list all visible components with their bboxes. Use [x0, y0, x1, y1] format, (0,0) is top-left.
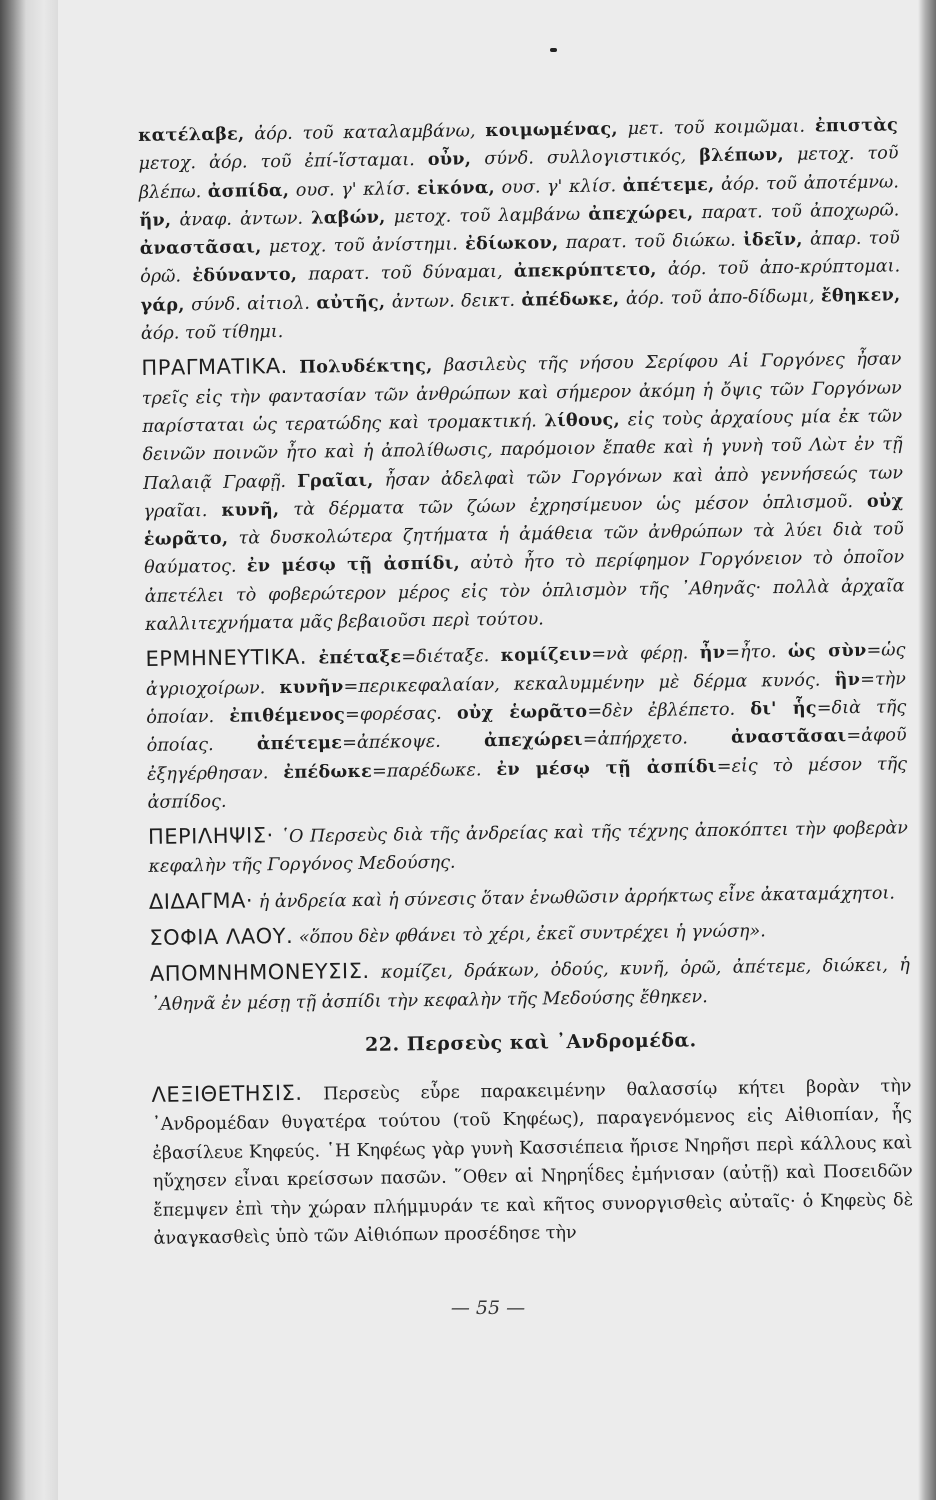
- glossary-term: οὖν,: [427, 148, 472, 171]
- glossary-definition: παρατ. τοῦ διώκω.: [558, 230, 744, 254]
- ermineftika-meaning: =ἀπήρχετο.: [582, 728, 732, 751]
- glossary-definition: παρατ. τοῦ ἀποχωρῶ.: [693, 200, 900, 224]
- glossary-definition: σύνδ. αἰτιολ.: [184, 293, 317, 316]
- glossary-term: εἰκόνα,: [416, 176, 496, 199]
- lexithetisis-text: Περσεὺς εὗρε παρακειμένην θαλασσίῳ κήτει βορὰν τὴν ᾿Ανδρομέδαν θυγατέρα τούτου (τοῦ Κηφέως), παραγενόμενος εἰς Αἰθιοπίαν, ἧς ἐβασίλευε Κηφεύς. ῾Η Κηφέως γὰρ γυνὴ Κασσιέπεια ἤρισε Νηρῆσι περὶ κάλλους καὶ ηὔχησεν εἶναι κρείσσων πασῶν. ῞Οθεν αἱ Νηρηΐδες ἐμήνισαν (αὐτῇ) καὶ Ποσειδῶν ἔπεμψεν ἐπὶ τὴν χώραν πλήμμυράν τε καὶ κῆτος συνοργισθεὶς αὐταῖς· ὁ Κηφεὺς δὲ ἀναγκασθεὶς ὑπὸ τῶν Αἰθιόπων προσέδησε τὴν: [151, 1076, 914, 1250]
- glossary-term: βλέπων,: [699, 144, 785, 167]
- glossary-definition: ἀντων. δεικτ.: [385, 290, 522, 313]
- sofia-text: «ὅπου δὲν φθάνει τὸ χέρι, ἐκεῖ συντρέχει ἡ γνώση».: [298, 921, 766, 948]
- perilipsis-text: ῾Ο Περσεὺς διὰ τῆς ἀνδρείας καὶ τῆς τέχνης ἀποκόπτει τὴν φοβερὰν κεφαλὴν τῆς Γοργόνος Μεδούσης.: [148, 818, 909, 878]
- pragmatika-note: τὰ δυσκολώτερα ζητήματα ἡ ἀμάθεια τῶν ἀνθρώπων τὰ λύει διὰ τοῦ θαύματος.: [144, 519, 904, 579]
- glossary-term: ἀσπίδα,: [207, 179, 290, 202]
- glossary-term: ἀπέδωκε,: [521, 288, 620, 311]
- ermineftika-term: ἀπέτεμε: [256, 732, 343, 755]
- apomnimonefsis-text: κομίζει, δράκων, ὀδούς, κυνῆ, ὁρῶ, ἀπέτεμε, διώκει, ἡ ᾿Αθηνᾶ ἐν μέσῃ τῇ ἀσπίδι τὴν κεφαλὴν τῆς Μεδούσης ἔθηκεν.: [150, 955, 911, 1015]
- pragmatika-term: κυνῆ,: [221, 498, 280, 521]
- ermineftika-term: ἀπεχώρει: [483, 729, 583, 752]
- ermineftika-term: ἐν μέσῳ τῇ ἀσπίδι: [496, 755, 717, 780]
- ermineftika-meaning: =φορέσας.: [344, 703, 458, 726]
- glossary-definition: ουσ. γ' κλίσ.: [494, 175, 623, 198]
- glossary-term: λαβών,: [311, 206, 386, 229]
- glossary: [138, 111, 901, 348]
- glossary-definition: μετ. τοῦ κοιμῶμαι.: [617, 116, 816, 140]
- ermineftika-meaning: =παρέδωκε.: [371, 759, 497, 782]
- glossary-term: γάρ,: [140, 294, 185, 316]
- ermineftika-term: κυνῆν: [279, 675, 344, 698]
- pragmatika-term: Γραῖαι,: [296, 469, 374, 492]
- ermineftika-term: ἀναστᾶσαι: [730, 725, 847, 749]
- glossary-definition: μετοχ. τοῦ λαμβάνω: [385, 204, 589, 228]
- didagma-label: ΔΙΔΑΓΜΑ·: [148, 888, 254, 914]
- pragmatika-term: λίθους,: [544, 409, 621, 432]
- pragmatika-section: [141, 344, 905, 640]
- glossary-definition: ἀόρ. τοῦ ἀπο-δίδωμι,: [619, 286, 822, 310]
- glossary-definition: μετοχ. τοῦ ἀνίστημι.: [261, 234, 466, 258]
- pragmatika-term: ἐν μέσῳ τῇ ἀσπίδι,: [246, 553, 461, 577]
- lexithetisis-section: [151, 1070, 913, 1254]
- glossary-term: ἰδεῖν,: [743, 228, 803, 251]
- apomnimonefsis-section: [150, 950, 911, 1019]
- ermineftika-term: ἐπέδωκε: [283, 760, 373, 783]
- glossary-definition: ουσ. γ' κλίσ.: [289, 178, 418, 201]
- ermineftika-term: ὡς σὺν: [787, 640, 867, 663]
- glossary-term: αὐτῆς,: [316, 291, 386, 314]
- glossary-definition: ἀόρ. τοῦ ἀποτέμνω.: [714, 171, 900, 195]
- ermineftika-term: ἐπιθέμενος: [229, 704, 346, 727]
- page-number: — 55 —: [450, 1297, 526, 1319]
- glossary-definition: παρατ. τοῦ δύναμαι,: [297, 262, 514, 286]
- pragmatika-note: αὐτὸ ἦτο τὸ περίφημον Γοργόνειον τὸ ὁποῖον ἀπετέλει τὸ φοβερώτερον μέρος εἰς τὸν ὁπλισμὸν τῆς ᾿Αθηνᾶς· πολλὰ ἀρχαῖα καλλιτεχνήματα μᾶς βεβαιοῦσι περὶ τούτου.: [144, 547, 905, 635]
- sofia-section: [149, 913, 909, 954]
- ermineftika-term: ἦν: [699, 642, 726, 664]
- pragmatika-note: ἦσαν ἀδελφαὶ τῶν Γοργόνων καὶ ἀπὸ γεννήσεώς των γραῖαι.: [143, 462, 904, 522]
- glossary-term: ἀπέτεμε,: [622, 173, 715, 196]
- ermineftika-meaning: =ἀφοῦ ἐξηγέρθησαν.: [146, 725, 907, 785]
- didagma-text: ἡ ἀνδρεία καὶ ἡ σύνεσις ὅταν ἑνωθῶσιν ἀρρήκτως εἶνε ἀκαταμάχητοι.: [258, 883, 896, 913]
- sofia-label: ΣΟΦΙΑ ΛΑΟΥ.: [149, 923, 294, 950]
- glossary-definition: ἀόρ. τοῦ καταλαμβάνω,: [244, 121, 486, 145]
- glossary-definition: ἀόρ. τοῦ τίθημι.: [140, 322, 284, 345]
- pragmatika-note: βασιλεὺς τῆς νήσου Σερίφου Αἱ Γοργόνες ἦσαν τρεῖς εἰς τὴν φαντασίαν τῶν ἀνθρώπων καὶ σήμερον ἀκόμη ἡ ὄψις τῶν Γοργόνων παρίσταται ὡς τερατώδης καὶ τρομακτική.: [141, 349, 902, 437]
- glossary-definition: μετοχ. ἀόρ. τοῦ ἐπί-ἵσταμαι.: [138, 150, 428, 175]
- pragmatika-note: εἰς τοὺς ἀρχαίους μία ἐκ τῶν δεινῶν ποινῶν ἦτο καὶ ἡ ἀπολίθωσις, παρόμοιον ἔπαθε καὶ ἡ γυνὴ τοῦ Λὼτ ἐν τῇ Παλαιᾷ Γραφῇ.: [142, 406, 903, 494]
- ermineftika-meaning: =δὲν ἐβλέπετο.: [587, 699, 751, 722]
- book-binding: [0, 0, 58, 1500]
- perilipsis-label: ΠΕΡΙΛΗΨΙΣ·: [147, 823, 274, 850]
- didagma-section: [149, 877, 909, 918]
- glossary-term: κατέλαβε,: [138, 123, 245, 146]
- glossary-definition: ἀόρ. τοῦ ἀπο-κρύπτομαι.: [656, 256, 901, 281]
- ermineftika-term: κομίζειν: [500, 644, 592, 667]
- glossary-term: ἥν,: [139, 209, 172, 231]
- ermineftika-term: ἐπέταξε: [318, 646, 402, 669]
- glossary-term: ἀπεκρύπτετο,: [513, 259, 657, 283]
- apomnimonefsis-label: ΑΠΟΜΝΗΜΟΝΕΥΣΙΣ.: [149, 959, 370, 987]
- perilipsis-section: [148, 812, 909, 881]
- ermineftika-meaning: =εἰς τὸ μέσον τῆς ἀσπίδος.: [147, 753, 908, 813]
- glossary-definition: ἀπαρ. τοῦ ὁρῶ.: [140, 228, 900, 288]
- ermineftika-meaning: =τὴν ὁποίαν.: [146, 668, 906, 728]
- chapter-heading: 22. Περσεὺς καὶ ᾿Ανδρομέδα.: [364, 1029, 697, 1056]
- glossary-term: ἀπεχώρει,: [588, 202, 694, 225]
- book-page: [58, 0, 918, 1500]
- ermineftika-meaning: =ὡς ἀγριοχοίρων.: [145, 640, 906, 700]
- pragmatika-term: οὐχ ἑωρᾶτο,: [143, 490, 904, 551]
- glossary-definition: μετοχ. τοῦ βλέπω.: [138, 143, 899, 203]
- glossary-term: κοιμωμένας,: [485, 118, 618, 142]
- ermineftika-term: οὐχ ἑωρᾶτο: [456, 700, 588, 724]
- pragmatika-note: τὰ δέρματα τῶν ζώων ἐχρησίμευον ὡς μέσον ὁπλισμοῦ.: [279, 491, 868, 520]
- pragmatika-text: [142, 350, 905, 635]
- glossary-term: ἔθηκεν,: [820, 284, 901, 307]
- ermineftika-meaning: =διέταξε.: [401, 646, 501, 668]
- page-edge: [918, 0, 936, 1500]
- print-mark: [550, 48, 557, 52]
- ermineftika-label: ΕΡΜΗΝΕΥΤΙΚΑ.: [145, 645, 308, 672]
- glossary-definition: ἀναφ. ἀντων.: [171, 208, 312, 231]
- ermineftika-meaning: =ἦτο.: [725, 642, 789, 664]
- glossary-term: ἀναστᾶσαι,: [139, 236, 262, 260]
- pragmatika-term: Πολυδέκτης,: [299, 355, 433, 379]
- ermineftika-section: [145, 635, 907, 817]
- ermineftika-meaning: =περικεφαλαίαν, κεκαλυμμένην μὲ δέρμα κυνός.: [343, 669, 835, 697]
- ermineftika-term: δι' ἧς: [750, 697, 818, 720]
- ermineftika-meaning: =νὰ φέρῃ.: [591, 643, 700, 666]
- glossary-term: ἐπιστὰς: [814, 114, 899, 137]
- page-content: [138, 111, 914, 1253]
- ermineftika-term: ἣν: [834, 668, 861, 690]
- lexithetisis-label: ΛΕΞΙΘΕΤΗΣΙΣ.: [151, 1080, 303, 1107]
- glossary-term: ἐδύναντο,: [192, 264, 298, 287]
- ermineftika-meaning: =διὰ τῆς ὁποίας.: [146, 697, 907, 757]
- glossary-term: ἐδίωκον,: [464, 232, 559, 255]
- pragmatika-label: ΠΡΑΓΜΑΤΙΚΑ.: [141, 354, 288, 381]
- glossary-definition: σύνδ. συλλογιστικός,: [471, 146, 700, 170]
- ermineftika-meaning: =ἀπέκοψε.: [342, 731, 485, 754]
